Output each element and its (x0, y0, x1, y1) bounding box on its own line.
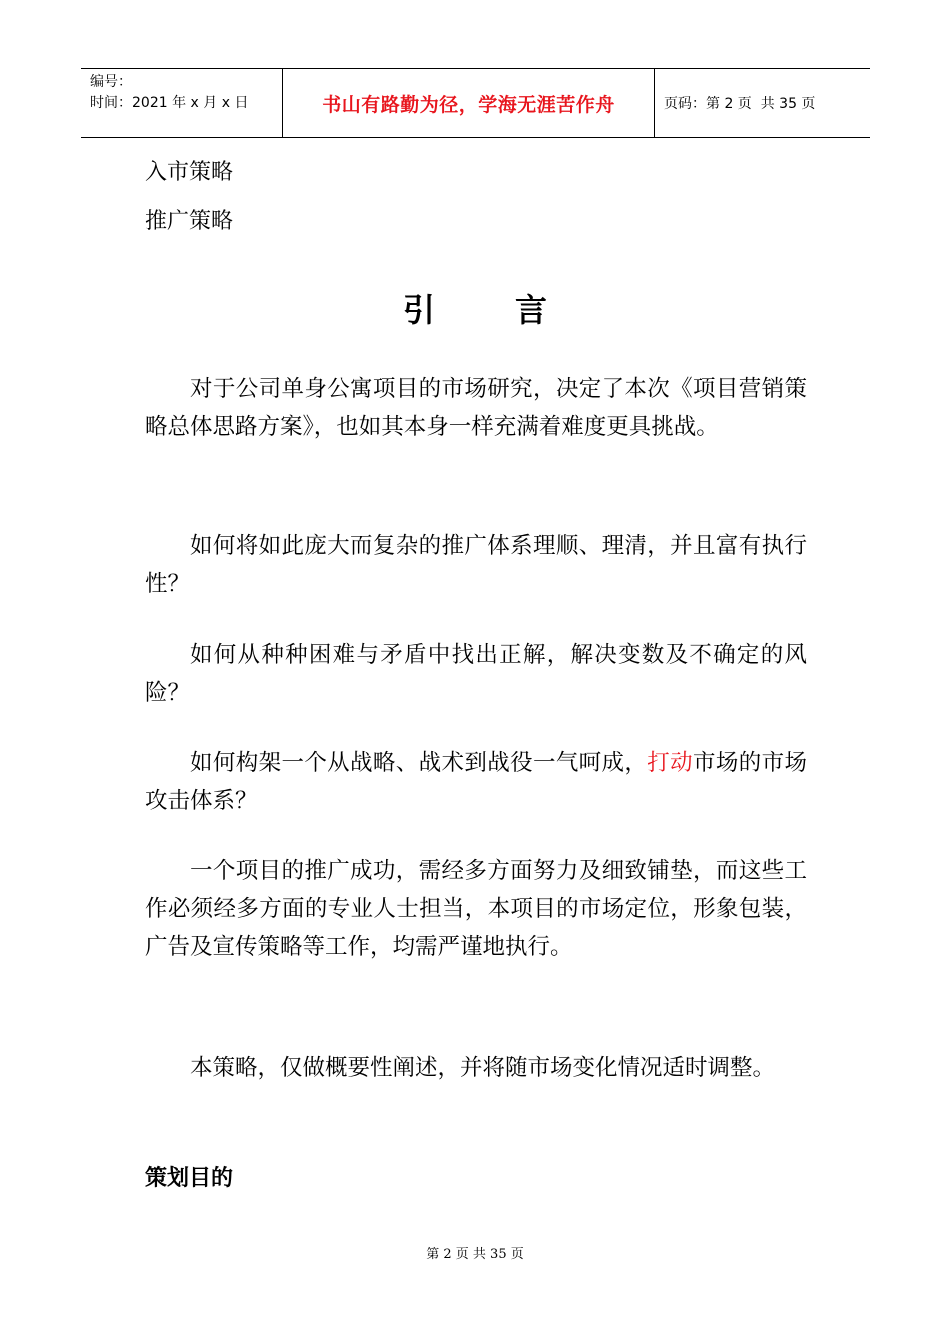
paragraph-question-3-end: 市场的市场攻击体系？ (145, 750, 807, 814)
serial-number-label: 编号： (90, 74, 132, 90)
paragraph-question-3 (145, 744, 807, 820)
header-meta-cell (81, 69, 282, 137)
section-heading-planning-purpose: 策划目的 (145, 1166, 234, 1191)
paragraph-intro: 对于公司单身公寓项目的市场研究，决定了本次《项目营销策略总体思路方案》，也如其本身一样充满着难度更具挑战。 (145, 376, 807, 440)
paragraph-summary: 本策略，仅做概要性阐述，并将随市场变化情况适时调整。 (190, 1055, 776, 1081)
header-motto: 书山有路勤为径，学海无涯苦作舟 (282, 69, 655, 137)
paragraph-question-1: 如何将如此庞大而复杂的推广体系理顺、理清，并且富有执行性？ (145, 533, 807, 597)
toc-item-entry-strategy: 入市策略 (145, 160, 234, 185)
paragraph-question-2: 如何从种种困难与矛盾中找出正解，解决变数及不确定的风险？ (145, 642, 807, 706)
page-footer: 第 2 页 共 35 页 (426, 1247, 524, 1262)
toc-item-promotion-strategy: 推广策略 (145, 209, 234, 234)
page-header (81, 68, 870, 138)
date-label: 时间：2021 年 x 月 x 日 (90, 95, 249, 111)
page-title: 引言 (402, 291, 627, 329)
paragraph-success: 一个项目的推广成功，需经多方面努力及细致铺垫，而这些工作必须经多方面的专业人士担当，本项目的市场定位，形象包装，广告及宣传策略等工作，均需严谨地执行。 (145, 858, 807, 960)
header-page-info: 页码：第 2 页 共 35 页 (664, 96, 816, 112)
highlighted-word: 打动 (647, 750, 694, 776)
paragraph-question-3-start: 如何构架一个从战略、战术到战役一气呵成， (190, 750, 648, 776)
